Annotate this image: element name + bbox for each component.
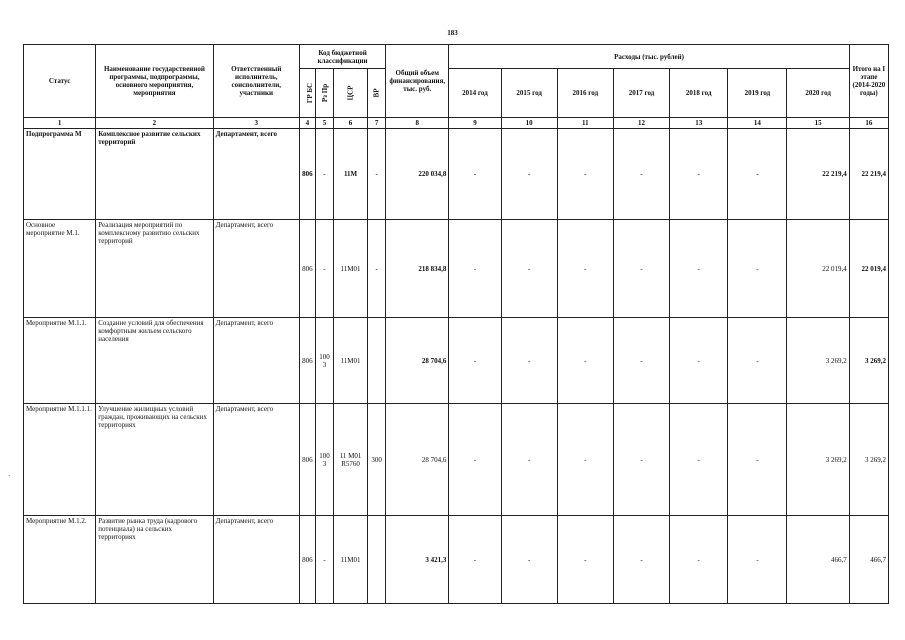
row-total: 3 421,3 xyxy=(386,516,449,604)
row-csr: 11М01 xyxy=(334,516,368,604)
row-year-value: - xyxy=(449,318,501,404)
header-year: 2015 год xyxy=(501,69,557,118)
header-csr: ЦСР xyxy=(334,69,368,118)
row-year-value: 3 269,2 xyxy=(787,404,849,516)
column-number: 4 xyxy=(299,118,315,129)
row-rzpr: - xyxy=(315,129,333,220)
table-row xyxy=(24,220,889,318)
column-number: 8 xyxy=(386,118,449,129)
row-year-value: - xyxy=(449,516,501,604)
row-csr: 11 М01 R5760 xyxy=(334,404,368,516)
row-grbs: 806 xyxy=(299,220,315,318)
table-row xyxy=(24,404,889,516)
row-grbs: 806 xyxy=(299,516,315,604)
row-name: Улучшение жилищных условий граждан, проживающих на сельских территориях xyxy=(96,404,213,516)
header-grbs: ГР БС xyxy=(299,69,315,118)
row-year-value: - xyxy=(613,220,669,318)
row-stage-total: 466,7 xyxy=(849,516,888,604)
row-year-value: - xyxy=(501,220,557,318)
row-year-value: - xyxy=(501,404,557,516)
table-row xyxy=(24,129,889,220)
column-number: 5 xyxy=(315,118,333,129)
header-year: 2016 год xyxy=(557,69,613,118)
row-year-value: - xyxy=(670,404,728,516)
header-name: Наименование государственной программы, подпрограммы, основного мероприятия, мероприятия xyxy=(96,45,213,118)
header-vr: ВР xyxy=(368,69,386,118)
row-status: Мероприятие М.1.1.1. xyxy=(24,404,96,516)
column-number: 16 xyxy=(849,118,888,129)
header-budget-code: Код бюджетной классификации xyxy=(299,45,385,69)
row-status: Мероприятие М.1.1. xyxy=(24,318,96,404)
row-year-value: - xyxy=(501,318,557,404)
column-number: 6 xyxy=(334,118,368,129)
row-vr xyxy=(368,516,386,604)
row-year-value: - xyxy=(557,516,613,604)
row-year-value: - xyxy=(557,220,613,318)
row-year-value: - xyxy=(670,220,728,318)
budget-table xyxy=(23,44,889,604)
header-total-volume: Общий объем финансирования, тыс. руб. xyxy=(386,45,449,118)
column-number-row xyxy=(24,118,889,129)
column-number: 12 xyxy=(613,118,669,129)
header-year: 2020 год xyxy=(787,69,849,118)
row-year-value: - xyxy=(501,129,557,220)
row-year-value: 3 269,2 xyxy=(787,318,849,404)
column-number: 15 xyxy=(787,118,849,129)
row-status: Основное мероприятие М.1. xyxy=(24,220,96,318)
row-year-value: - xyxy=(613,129,669,220)
row-responsible: Департамент, всего xyxy=(213,516,299,604)
row-grbs: 806 xyxy=(299,318,315,404)
row-year-value: - xyxy=(728,404,787,516)
row-year-value: - xyxy=(501,516,557,604)
row-total: 28 704,6 xyxy=(386,404,449,516)
row-year-value: - xyxy=(670,516,728,604)
row-year-value: - xyxy=(557,404,613,516)
row-year-value: - xyxy=(449,129,501,220)
row-year-value: - xyxy=(613,404,669,516)
row-year-value: - xyxy=(670,129,728,220)
page-number: 183 xyxy=(447,29,458,37)
margin-dot: · xyxy=(8,472,11,480)
row-vr: - xyxy=(368,129,386,220)
column-number: 13 xyxy=(670,118,728,129)
row-stage-total: 22 019,4 xyxy=(849,220,888,318)
column-number: 1 xyxy=(24,118,96,129)
header-rzpr: Рз Пр xyxy=(315,69,333,118)
row-grbs: 806 xyxy=(299,129,315,220)
row-stage-total: 3 269,2 xyxy=(849,404,888,516)
row-vr: - xyxy=(368,220,386,318)
row-responsible: Департамент, всего xyxy=(213,404,299,516)
row-responsible: Департамент, всего xyxy=(213,220,299,318)
row-total: 220 034,8 xyxy=(386,129,449,220)
row-year-value: - xyxy=(613,516,669,604)
row-rzpr: - xyxy=(315,516,333,604)
row-csr: 11М xyxy=(334,129,368,220)
row-year-value: - xyxy=(670,318,728,404)
row-year-value: - xyxy=(449,220,501,318)
row-total: 218 834,8 xyxy=(386,220,449,318)
row-year-value: - xyxy=(557,318,613,404)
header-year: 2017 год xyxy=(613,69,669,118)
row-stage-total: 3 269,2 xyxy=(849,318,888,404)
row-year-value: 22 019,4 xyxy=(787,220,849,318)
column-number: 7 xyxy=(368,118,386,129)
table-row xyxy=(24,318,889,404)
row-responsible: Департамент, всего xyxy=(213,318,299,404)
header-year: 2019 год xyxy=(728,69,787,118)
row-year-value: - xyxy=(449,404,501,516)
row-year-value: - xyxy=(613,318,669,404)
row-csr: 11М01 xyxy=(334,220,368,318)
row-status: Подпрограмма М xyxy=(24,129,96,220)
row-year-value: - xyxy=(728,129,787,220)
row-year-value: 466,7 xyxy=(787,516,849,604)
row-name: Создание условий для обеспечения комфортным жильем сельского населения xyxy=(96,318,213,404)
column-number: 11 xyxy=(557,118,613,129)
row-vr xyxy=(368,318,386,404)
header-responsible: Ответственный исполнитель, соисполнители, участники xyxy=(213,45,299,118)
row-year-value: - xyxy=(557,129,613,220)
row-stage-total: 22 219,4 xyxy=(849,129,888,220)
header-expenses: Расходы (тыс. рублей) xyxy=(449,45,849,69)
row-year-value: - xyxy=(728,220,787,318)
row-responsible: Департамент, всего xyxy=(213,129,299,220)
row-name: Развитие рынка труда (кадрового потенциала) на сельских территориях xyxy=(96,516,213,604)
row-rzpr: 1003 xyxy=(315,404,333,516)
table-row xyxy=(24,516,889,604)
row-csr: 11М01 xyxy=(334,318,368,404)
column-number: 10 xyxy=(501,118,557,129)
row-year-value: - xyxy=(728,318,787,404)
header-status: Статус xyxy=(24,45,96,118)
row-year-value: 22 219,4 xyxy=(787,129,849,220)
row-total: 28 704,6 xyxy=(386,318,449,404)
row-vr: 300 xyxy=(368,404,386,516)
row-rzpr: 1003 xyxy=(315,318,333,404)
column-number: 9 xyxy=(449,118,501,129)
column-number: 14 xyxy=(728,118,787,129)
row-rzpr: - xyxy=(315,220,333,318)
row-name: Реализация мероприятий по комплексному развитию сельских территорий xyxy=(96,220,213,318)
header-stage-total: Итого на I этапе (2014-2020 годы) xyxy=(849,45,888,118)
column-number: 3 xyxy=(213,118,299,129)
column-number: 2 xyxy=(96,118,213,129)
row-grbs: 806 xyxy=(299,404,315,516)
header-year: 2018 год xyxy=(670,69,728,118)
row-status: Мероприятие М.1.2. xyxy=(24,516,96,604)
row-year-value: - xyxy=(728,516,787,604)
header-row-1 xyxy=(24,45,889,69)
row-name: Комплексное развитие сельских территорий xyxy=(96,129,213,220)
header-year: 2014 год xyxy=(449,69,501,118)
